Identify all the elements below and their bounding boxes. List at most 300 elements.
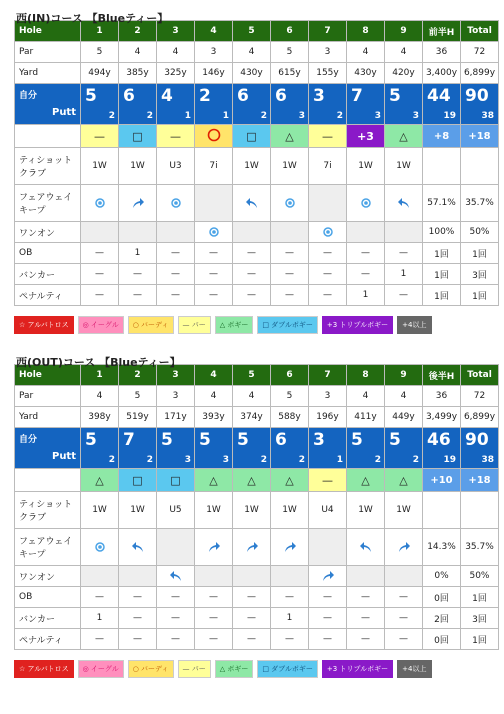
strokes: 6 [237, 86, 249, 106]
strokes: 7 [123, 430, 135, 450]
legend-item: ◎ イーグル [78, 660, 124, 678]
par-cell: 5 [81, 42, 119, 63]
one-on-cell [195, 222, 233, 243]
arrow-left-icon [359, 543, 373, 553]
penalty-cell: — [119, 285, 157, 306]
ob-cell: — [309, 243, 347, 264]
bunker-cell: — [81, 264, 119, 285]
strokes: 6 [275, 86, 287, 106]
putt-label: Putt [51, 107, 76, 118]
arrow-right-icon [245, 543, 259, 553]
one-on-label: ワンオン [15, 222, 81, 243]
strokes: 90 [465, 86, 489, 106]
fairway-cell [119, 185, 157, 222]
par-cell: 4 [233, 42, 271, 63]
hole-number: Total [461, 365, 499, 386]
strokes: 5 [199, 430, 211, 450]
penalty-cell: — [233, 629, 271, 650]
result-mark: □ [119, 125, 157, 148]
putts: 1 [222, 111, 229, 121]
bunker-cell: — [309, 264, 347, 285]
club-cell: 1W [347, 148, 385, 185]
par-cell: 4 [347, 386, 385, 407]
bunker-cell: 1回 [423, 264, 461, 285]
yard-cell: 588y [271, 407, 309, 428]
legend-item: ☆ アルバトロス [14, 660, 74, 678]
score-cell [461, 84, 499, 125]
one-on-cell [195, 566, 233, 587]
strokes: 2 [199, 86, 211, 106]
hole-number: 5 [233, 21, 271, 42]
legend-item: □ ダブルボギー [257, 660, 318, 678]
score-cell [385, 84, 423, 125]
ob-cell: 1回 [461, 243, 499, 264]
ob-cell: — [347, 587, 385, 608]
hole-number: 3 [157, 365, 195, 386]
putts: 19 [443, 455, 456, 465]
yard-cell: 615y [271, 63, 309, 84]
par-cell: 4 [81, 386, 119, 407]
strokes: 6 [275, 430, 287, 450]
bunker-cell: — [309, 608, 347, 629]
one-on-cell [309, 566, 347, 587]
putts: 2 [108, 455, 115, 465]
bunker-cell: 3回 [461, 608, 499, 629]
one-on-cell [347, 566, 385, 587]
penalty-label: ペナルティ [15, 629, 81, 650]
par-cell: 5 [271, 42, 309, 63]
par-cell: 4 [195, 386, 233, 407]
one-on-pct: 0% [423, 566, 461, 587]
score-cell [157, 428, 195, 469]
club-cell: 1W [195, 492, 233, 529]
fairway-label: フェアウェイ キープ [15, 185, 81, 222]
fairway-cell [233, 185, 271, 222]
putts: 2 [298, 455, 305, 465]
yard-cell: 430y [347, 63, 385, 84]
score-cell [423, 428, 461, 469]
legend-item: □ ダブルボギー [257, 316, 318, 334]
hole-number: 7 [309, 21, 347, 42]
ob-cell: — [233, 243, 271, 264]
club-cell: 1W [385, 148, 423, 185]
hole-number: Total [461, 21, 499, 42]
bunker-cell: — [233, 264, 271, 285]
club-cell: 1W [233, 148, 271, 185]
result-label [15, 469, 81, 492]
yard-cell: 449y [385, 407, 423, 428]
yard-cell: 6,899y [461, 63, 499, 84]
legend-item: ◎ イーグル [78, 316, 124, 334]
hole-number: 前半H [423, 21, 461, 42]
one-on-pct: 100% [423, 222, 461, 243]
putts: 3 [184, 455, 191, 465]
penalty-cell: — [309, 285, 347, 306]
bunker-cell: — [119, 608, 157, 629]
yard-cell: 411y [347, 407, 385, 428]
hole-label: Hole [15, 365, 81, 386]
strokes: 5 [389, 430, 401, 450]
bunker-cell: — [271, 264, 309, 285]
yard-cell: 155y [309, 63, 347, 84]
hole-number: 3 [157, 21, 195, 42]
hole-number: 2 [119, 365, 157, 386]
par-cell: 36 [423, 42, 461, 63]
score-label [15, 428, 81, 469]
ob-cell: 1回 [423, 243, 461, 264]
arrow-left-icon [169, 572, 183, 582]
putts: 3 [374, 111, 381, 121]
hole-number: 後半H [423, 365, 461, 386]
club-cell: U4 [309, 492, 347, 529]
legend-item: △ ボギー [215, 316, 254, 334]
strokes: 44 [427, 86, 451, 106]
putts: 1 [336, 455, 343, 465]
yard-cell: 519y [119, 407, 157, 428]
fairway-cell [119, 529, 157, 566]
fairway-pct: 57.1% [423, 185, 461, 222]
club-cell: 1W [81, 148, 119, 185]
ob-cell: — [119, 587, 157, 608]
result-mark: +10 [423, 469, 461, 492]
result-mark: □ [157, 469, 195, 492]
penalty-cell: — [385, 629, 423, 650]
fairway-cell [347, 529, 385, 566]
hole-number: 5 [233, 365, 271, 386]
yard-cell: 374y [233, 407, 271, 428]
ob-cell: — [309, 587, 347, 608]
bunker-cell: 1 [81, 608, 119, 629]
par-label: Par [15, 386, 81, 407]
one-on-label: ワンオン [15, 566, 81, 587]
putts: 2 [412, 455, 419, 465]
club-cell: U3 [157, 148, 195, 185]
legend-item: — パー [178, 660, 211, 678]
ob-cell: 0回 [423, 587, 461, 608]
penalty-cell: — [157, 629, 195, 650]
yard-row [15, 63, 499, 84]
yard-cell: 325y [157, 63, 195, 84]
ob-cell: 1 [119, 243, 157, 264]
fairway-cell [271, 529, 309, 566]
ob-cell: — [195, 243, 233, 264]
club-cell: 1W [119, 492, 157, 529]
fairway-label: フェアウェイ キープ [15, 529, 81, 566]
penalty-row [15, 629, 499, 650]
strokes: 5 [85, 430, 97, 450]
tee-club-row [15, 492, 499, 529]
hole-number: 8 [347, 21, 385, 42]
putts: 38 [481, 455, 494, 465]
club-cell: U5 [157, 492, 195, 529]
par-cell: 4 [157, 42, 195, 63]
par-cell: 3 [309, 386, 347, 407]
yard-cell: 385y [119, 63, 157, 84]
result-mark: — [309, 469, 347, 492]
bunker-cell: — [347, 264, 385, 285]
result-mark: □ [233, 125, 271, 148]
bunker-row [15, 608, 499, 629]
one-on-cell [271, 566, 309, 587]
par-cell: 4 [119, 42, 157, 63]
penalty-cell: — [81, 629, 119, 650]
strokes: 7 [351, 86, 363, 106]
fairway-target-icon [95, 198, 105, 208]
result-mark: +18 [461, 469, 499, 492]
par-cell: 3 [195, 42, 233, 63]
fairway-row [15, 529, 499, 566]
yard-cell: 3,499y [423, 407, 461, 428]
score-cell [233, 84, 271, 125]
hole-number: 4 [195, 21, 233, 42]
legend-item: ○ バーディ [128, 660, 174, 678]
arrow-left-icon [245, 199, 259, 209]
fairway-cell [81, 185, 119, 222]
score-row [15, 428, 499, 469]
penalty-cell: — [119, 629, 157, 650]
score-cell [271, 428, 309, 469]
penalty-cell: — [271, 629, 309, 650]
score-cell [195, 428, 233, 469]
legend-item: +3 トリプルボギー [322, 660, 393, 678]
club-cell: 7i [309, 148, 347, 185]
bunker-cell: — [385, 608, 423, 629]
club-cell: 7i [195, 148, 233, 185]
fairway-target-icon [171, 198, 181, 208]
fairway-target-icon [209, 227, 219, 237]
fairway-cell [195, 185, 233, 222]
putts: 19 [443, 111, 456, 121]
bunker-row [15, 264, 499, 285]
par-row [15, 386, 499, 407]
yard-cell: 430y [233, 63, 271, 84]
par-cell: 72 [461, 42, 499, 63]
fairway-cell [347, 185, 385, 222]
out-scorecard [14, 364, 499, 650]
par-cell: 5 [271, 386, 309, 407]
tee-club-label: ティショット クラブ [15, 492, 81, 529]
club-cell: 1W [347, 492, 385, 529]
bunker-label: バンカー [15, 608, 81, 629]
result-mark: △ [271, 469, 309, 492]
bunker-cell: 1 [385, 264, 423, 285]
one-on-cell [233, 222, 271, 243]
result-mark: △ [195, 469, 233, 492]
one-on-cell [81, 566, 119, 587]
score-cell [423, 84, 461, 125]
result-mark: — [157, 125, 195, 148]
one-on-pct: 50% [461, 566, 499, 587]
penalty-row [15, 285, 499, 306]
yard-cell: 393y [195, 407, 233, 428]
fairway-cell [157, 529, 195, 566]
ob-cell: — [385, 243, 423, 264]
penalty-cell: — [195, 285, 233, 306]
ob-cell: — [385, 587, 423, 608]
club-cell: 1W [271, 148, 309, 185]
one-on-cell [347, 222, 385, 243]
club-cell: 1W [385, 492, 423, 529]
yard-cell: 196y [309, 407, 347, 428]
par-cell: 4 [385, 42, 423, 63]
one-on-cell [309, 222, 347, 243]
one-on-cell [119, 222, 157, 243]
ob-label: OB [15, 587, 81, 608]
bunker-cell: — [157, 264, 195, 285]
ob-row [15, 587, 499, 608]
strokes: 5 [161, 430, 173, 450]
in-course-title: 西(IN)コース 【Blueティー】 [16, 12, 169, 25]
fairway-cell [385, 529, 423, 566]
score-cell [309, 84, 347, 125]
ob-cell: 1回 [461, 587, 499, 608]
yard-row [15, 407, 499, 428]
penalty-cell: 0回 [423, 629, 461, 650]
score-cell [233, 428, 271, 469]
penalty-cell: — [195, 629, 233, 650]
ob-cell: — [233, 587, 271, 608]
par-cell: 72 [461, 386, 499, 407]
ob-cell: — [157, 243, 195, 264]
score-cell [81, 428, 119, 469]
ob-label: OB [15, 243, 81, 264]
hole-number: 2 [119, 21, 157, 42]
legend-item: +4以上 [397, 660, 431, 678]
arrow-right-icon [207, 543, 221, 553]
result-mark: □ [119, 469, 157, 492]
one-on-row [15, 566, 499, 587]
legend-item: — パー [178, 316, 211, 334]
score-cell [309, 428, 347, 469]
penalty-cell: — [157, 285, 195, 306]
result-mark: — [81, 125, 119, 148]
out-legend [14, 660, 504, 678]
result-mark: +8 [423, 125, 461, 148]
bunker-cell: — [119, 264, 157, 285]
penalty-cell: 1回 [423, 285, 461, 306]
fairway-pct: 35.7% [461, 529, 499, 566]
par-cell: 36 [423, 386, 461, 407]
fairway-cell [309, 185, 347, 222]
score-cell [195, 84, 233, 125]
fairway-pct: 35.7% [461, 185, 499, 222]
strokes: 90 [465, 430, 489, 450]
score-cell [157, 84, 195, 125]
putts: 2 [260, 111, 267, 121]
self-label: 自分 [19, 435, 38, 445]
penalty-cell: — [81, 285, 119, 306]
putts: 2 [146, 111, 153, 121]
club-cell: 1W [81, 492, 119, 529]
one-on-cell [157, 222, 195, 243]
hole-number: 7 [309, 365, 347, 386]
result-mark: △ [233, 469, 271, 492]
one-on-cell [385, 566, 423, 587]
ob-cell: — [81, 243, 119, 264]
legend-item: ☆ アルバトロス [14, 316, 74, 334]
yard-cell: 398y [81, 407, 119, 428]
fairway-cell [233, 529, 271, 566]
result-mark: △ [271, 125, 309, 148]
par-cell: 5 [119, 386, 157, 407]
yard-cell: 6,899y [461, 407, 499, 428]
result-mark: +18 [461, 125, 499, 148]
strokes: 46 [427, 430, 451, 450]
hole-number: 6 [271, 21, 309, 42]
one-on-cell [81, 222, 119, 243]
fairway-cell [195, 529, 233, 566]
one-on-cell [271, 222, 309, 243]
score-cell [81, 84, 119, 125]
one-on-pct: 50% [461, 222, 499, 243]
arrow-right-icon [321, 572, 335, 582]
par-label: Par [15, 42, 81, 63]
yard-cell: 420y [385, 63, 423, 84]
bunker-cell: 1 [271, 608, 309, 629]
fairway-cell [309, 529, 347, 566]
yard-cell: 494y [81, 63, 119, 84]
bunker-label: バンカー [15, 264, 81, 285]
club-cell [461, 492, 499, 529]
result-mark: △ [81, 469, 119, 492]
bunker-cell: 3回 [461, 264, 499, 285]
bunker-cell: 2回 [423, 608, 461, 629]
penalty-cell: — [233, 285, 271, 306]
fairway-target-icon [361, 198, 371, 208]
ob-cell: — [271, 243, 309, 264]
club-cell [423, 492, 461, 529]
result-mark: △ [385, 125, 423, 148]
score-cell [385, 428, 423, 469]
fairway-cell [271, 185, 309, 222]
score-cell [347, 84, 385, 125]
fairway-target-icon [285, 198, 295, 208]
strokes: 5 [85, 86, 97, 106]
ob-row [15, 243, 499, 264]
penalty-cell: — [385, 285, 423, 306]
score-cell [461, 428, 499, 469]
penalty-cell: — [309, 629, 347, 650]
hole-number: 6 [271, 365, 309, 386]
putt-label: Putt [51, 451, 76, 462]
legend-item: ○ バーディ [128, 316, 174, 334]
arrow-right-icon [131, 199, 145, 209]
one-on-row [15, 222, 499, 243]
yard-cell: 3,400y [423, 63, 461, 84]
score-cell [119, 428, 157, 469]
strokes: 6 [123, 86, 135, 106]
ob-cell: — [271, 587, 309, 608]
strokes: 4 [161, 86, 173, 106]
penalty-cell: — [271, 285, 309, 306]
tee-club-label: ティショット クラブ [15, 148, 81, 185]
penalty-cell: 1回 [461, 285, 499, 306]
one-on-cell [385, 222, 423, 243]
in-scorecard [14, 20, 499, 306]
one-on-cell [233, 566, 271, 587]
club-cell: 1W [233, 492, 271, 529]
result-mark [195, 125, 233, 148]
par-cell: 4 [385, 386, 423, 407]
self-label: 自分 [19, 91, 38, 101]
fairway-cell [81, 529, 119, 566]
strokes: 3 [313, 430, 325, 450]
score-label [15, 84, 81, 125]
fairway-row [15, 185, 499, 222]
fairway-cell [157, 185, 195, 222]
hole-number: 9 [385, 21, 423, 42]
par-row [15, 42, 499, 63]
